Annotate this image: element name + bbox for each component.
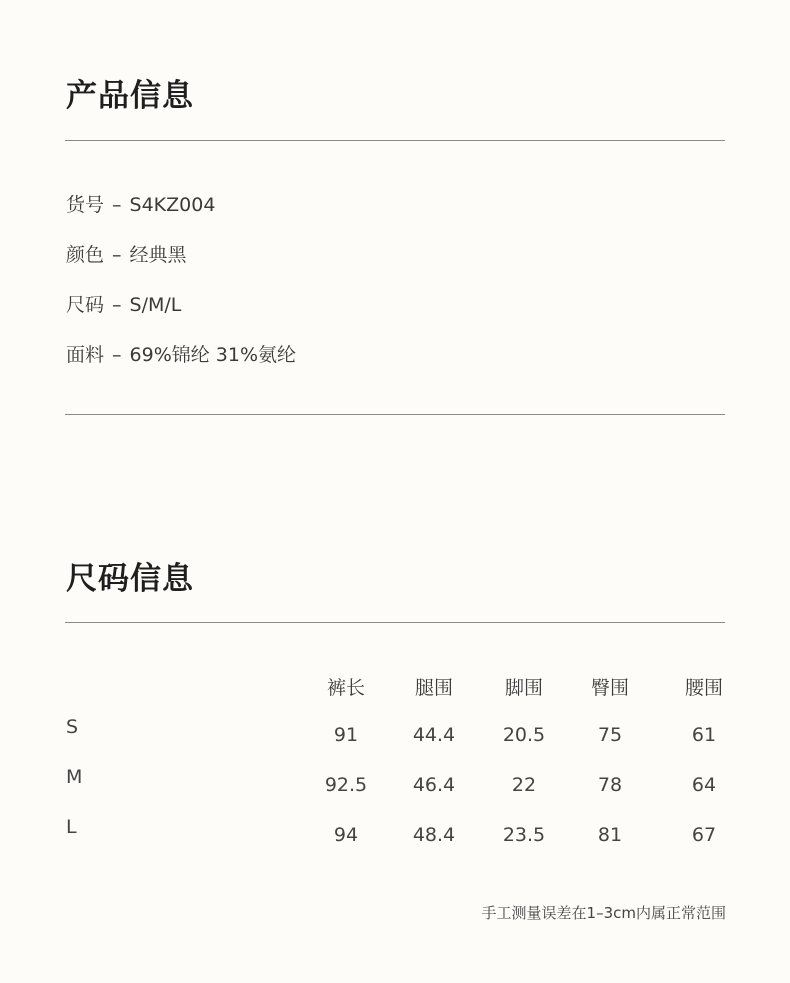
table-cell: 20.5 bbox=[502, 724, 546, 746]
size-table bbox=[66, 668, 746, 858]
column-header-waist: 腰围 bbox=[684, 677, 723, 699]
table-cell: 91 bbox=[333, 724, 359, 746]
table-cell: 64 bbox=[691, 774, 717, 796]
row-label-m: M bbox=[66, 766, 83, 788]
table-cell: 46.4 bbox=[412, 774, 456, 796]
info-label: 颜色 bbox=[66, 244, 105, 266]
table-cell: 22 bbox=[511, 774, 537, 796]
table-cell: 81 bbox=[597, 824, 623, 846]
table-cell: 23.5 bbox=[502, 824, 546, 846]
row-label-l: L bbox=[66, 816, 77, 838]
product-info-title: 产品信息 bbox=[66, 78, 194, 114]
table-cell: 48.4 bbox=[412, 824, 456, 846]
measurement-note: 手工测量误差在1–3cm内属正常范围 bbox=[481, 904, 726, 922]
info-separator: – bbox=[112, 194, 122, 216]
info-label: 货号 bbox=[66, 194, 105, 216]
info-value: S/M/L bbox=[129, 294, 182, 316]
info-label: 尺码 bbox=[66, 294, 105, 316]
info-separator: – bbox=[112, 344, 122, 366]
product-info-bottom-divider bbox=[65, 414, 725, 415]
table-cell: 78 bbox=[597, 774, 623, 796]
table-cell: 92.5 bbox=[324, 774, 368, 796]
table-cell: 75 bbox=[597, 724, 623, 746]
info-value: 69%锦纶 31%氨纶 bbox=[129, 344, 297, 366]
info-separator: – bbox=[112, 244, 122, 266]
table-cell: 94 bbox=[333, 824, 359, 846]
info-separator: – bbox=[112, 294, 122, 316]
size-info-title: 尺码信息 bbox=[66, 561, 194, 597]
info-row-fabric bbox=[66, 340, 296, 367]
info-row-size bbox=[66, 290, 181, 317]
info-value: S4KZ004 bbox=[129, 194, 216, 216]
column-header-hem: 脚围 bbox=[504, 677, 543, 699]
column-header-thigh: 腿围 bbox=[414, 677, 453, 699]
info-value: 经典黑 bbox=[129, 244, 187, 266]
info-label: 面料 bbox=[66, 344, 105, 366]
info-row-color bbox=[66, 240, 187, 267]
table-cell: 67 bbox=[691, 824, 717, 846]
row-label-s: S bbox=[66, 716, 79, 738]
size-info-divider bbox=[65, 622, 725, 623]
table-cell: 44.4 bbox=[412, 724, 456, 746]
info-row-item-number bbox=[66, 190, 215, 217]
column-header-hip: 臀围 bbox=[590, 677, 629, 699]
column-header-length: 裤长 bbox=[326, 677, 365, 699]
table-cell: 61 bbox=[691, 724, 717, 746]
product-info-top-divider bbox=[65, 140, 725, 141]
